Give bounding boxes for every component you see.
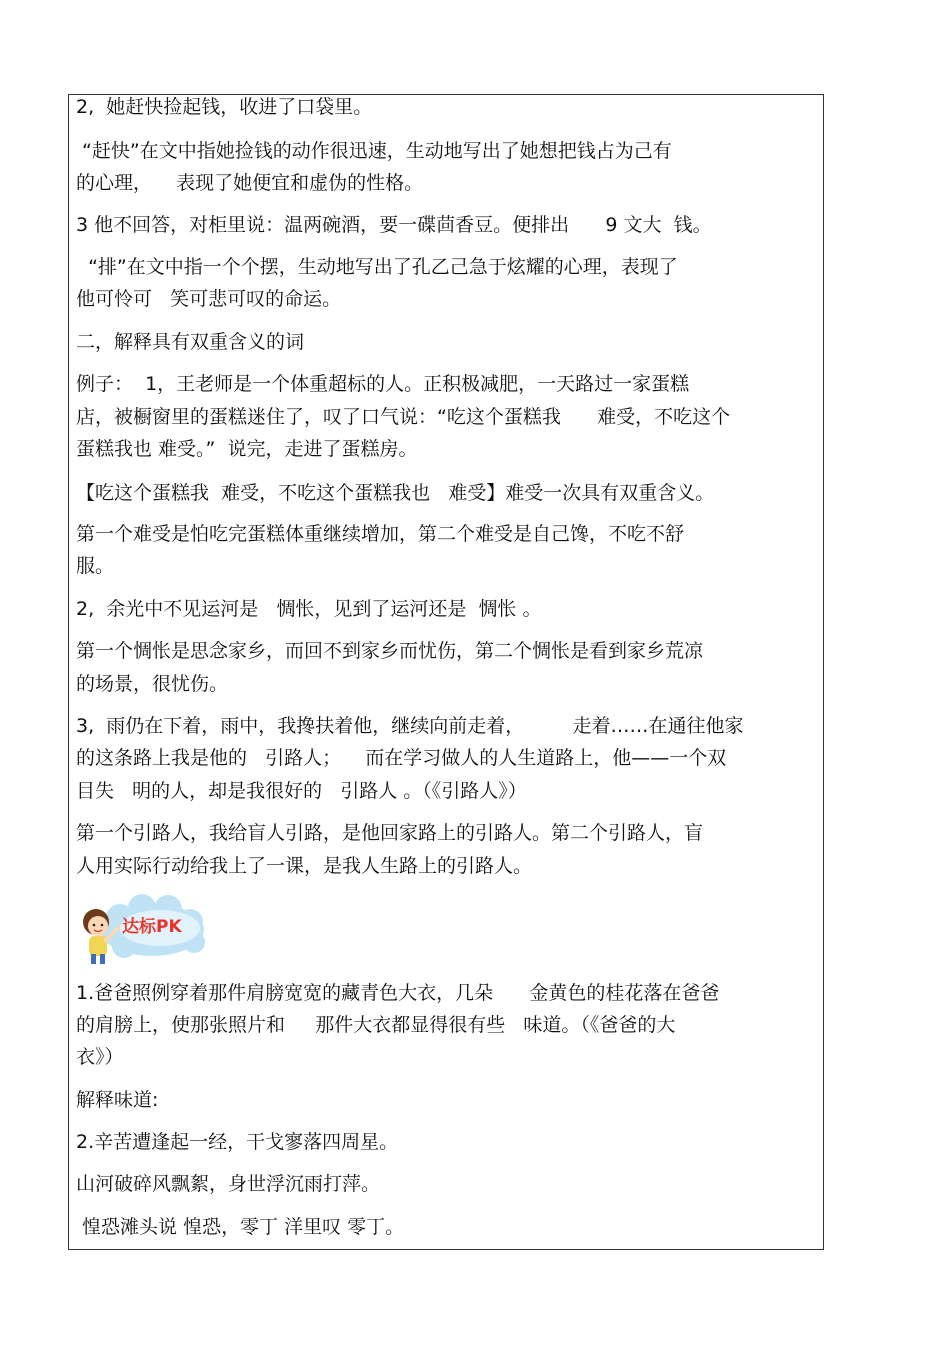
- text-line: “赶快”在文中指她捡钱的动作很迅速，生动地写出了她想把钱占为己有: [76, 140, 672, 162]
- text-line: 他可怜可 笑可悲可叹的命运。: [76, 288, 342, 310]
- text-line: 店，被橱窗里的蛋糕迷住了，叹了口气说：“吃这个蛋糕我 难受，不吃这个: [76, 406, 731, 428]
- text-line: 第一个引路人，我给盲人引路，是他回家路上的引路人。第二个引路人，盲: [76, 822, 704, 844]
- text-line: 例子： 1，王老师是一个体重超标的人。正积极减肥，一天路过一家蛋糕: [76, 373, 690, 395]
- text-line: 解释味道:: [76, 1089, 159, 1111]
- text-line: 的心理， 表现了她便宜和虚伪的性格。: [76, 172, 424, 194]
- badge-label: 达标PK: [122, 917, 182, 937]
- text-line: 3, 雨仍在下着，雨中，我搀扶着他，继续向前走着， 走着……在通往他家: [76, 715, 744, 737]
- section-heading: 二，解释具有双重含义的词: [76, 331, 305, 353]
- text-line: 服。: [76, 555, 115, 577]
- text-line: 2, 她赶快捡起钱，收进了口袋里。: [76, 96, 373, 118]
- text-line: 的肩膀上，使那张照片和 那件大衣都显得很有些 味道。（《爸爸的大: [76, 1014, 676, 1036]
- text-line: 目失 明的人，却是我很好的 引路人 。（《引路人》）: [76, 780, 527, 802]
- text-line: 人用实际行动给我上了一课，是我人生路上的引路人。: [76, 855, 533, 877]
- text-line: 【吃这个蛋糕我 难受，不吃这个蛋糕我也 难受】难受一次具有双重含义。: [76, 482, 715, 504]
- text-line: 第一个惆怅是思念家乡，而回不到家乡而忧伤，第二个惆怅是看到家乡荒凉: [76, 640, 704, 662]
- text-line: 衣》）: [76, 1046, 124, 1068]
- text-line: 山河破碎风飘絮，身世浮沉雨打萍。: [76, 1173, 381, 1195]
- text-line: 的场景，很忧伤。: [76, 673, 229, 695]
- text-line: 1.爸爸照例穿着那件肩膀宽宽的藏青色大衣，几朵 金黄色的桂花落在爸爸: [76, 982, 720, 1004]
- text-line: 蛋糕我也 难受。” 说完，走进了蛋糕房。: [76, 438, 418, 460]
- cartoon-kid-cloud-icon: [78, 892, 208, 970]
- text-line: 3 他不回答，对柜里说：温两碗酒，要一碟茴香豆。便排出 9 文大 钱。: [76, 214, 712, 236]
- text-line: 2, 余光中不见运河是 惆怅，见到了运河还是 惆怅 。: [76, 598, 542, 620]
- text-line: 惶恐滩头说 惶恐，零丁 洋里叹 零丁。: [76, 1216, 405, 1238]
- text-line: 的这条路上我是他的 引路人； 而在学习做人的人生道路上，他——一个双: [76, 747, 727, 769]
- text-line: 2.辛苦遭逢起一经，干戈寥落四周星。: [76, 1131, 399, 1153]
- dabiao-pk-badge: [78, 892, 208, 970]
- text-line: 第一个难受是怕吃完蛋糕体重继续增加，第二个难受是自己馋，不吃不舒: [76, 523, 685, 545]
- text-line: “排”在文中指一个个摆，生动地写出了孔乙己急于炫耀的心理，表现了: [76, 256, 678, 278]
